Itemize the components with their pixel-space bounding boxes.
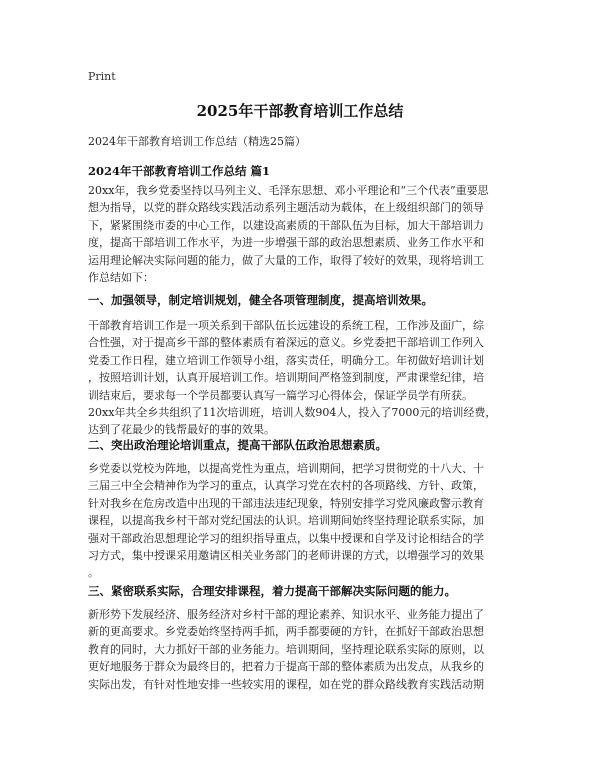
paragraph-line: 干部教育培训工作是一项关系到干部队伍长远建设的系统工程，工作涉及面广，综 bbox=[88, 319, 484, 332]
paragraph-line: 20xx年共全乡共组织了11次培训班，培训人数904人，投入了7000元的培训经费， bbox=[88, 405, 497, 419]
paragraph-line: 新的更高要求。乡党委始终坚持两手抓，两手都要硬的方针，在抓好干部政治思想 bbox=[88, 625, 484, 639]
paragraph-line: 习方式，集中授课采用邀请区相关业务部门的老师讲课的方式，以增强学习的效果 bbox=[88, 548, 484, 562]
paragraph-line: 想为指导，以党的群众路线实践活动系列主题活动为载体，在上级组织部门的领导 bbox=[88, 201, 484, 215]
paragraph-line: 运用理论解决实际问题的能力，做了大量的工作，取得了较好的效果，现将培训工 bbox=[88, 253, 484, 267]
intro-paragraph bbox=[88, 182, 518, 286]
paragraph-line: ，按照培训计划，认真开展培训工作。培训期间严格签到制度，严肃课堂纪律，培 bbox=[88, 371, 484, 385]
paragraph-line: 新形势下发展经济、服务经济对乡村干部的理论素养、知识水平、业务能力提出了 bbox=[88, 608, 484, 621]
paragraph-line: 实际出发，有针对性地安排一些较实用的课程，如在党的群众路线教育实践活动期 bbox=[88, 677, 484, 691]
paragraph-line: 更好地服务于群众为最终目的，把着力于提高干部的整体素质为出发点，从我乡的 bbox=[88, 660, 484, 674]
paragraph-line: 合性强，对于提高乡干部的整体素质有着深远的意义。乡党委把干部培训工作列入 bbox=[88, 336, 484, 350]
print-label[interactable]: Print bbox=[88, 70, 116, 83]
document-title: 2025年干部教育培训工作总结 bbox=[196, 102, 404, 120]
heading-3: 三、紧密联系实际，合理安排课程，着力提高干部解决实际问题的能力。 bbox=[88, 584, 456, 598]
paragraph-line: 下，紧紧围绕市委的中心工作，以建设高素质的干部队伍为目标，加大干部培训力 bbox=[88, 218, 484, 232]
paragraph-line: 课程，以提高我乡村干部对党纪国法的认识。培训期间始终坚持理论联系实际，加 bbox=[88, 514, 484, 528]
paragraph-line: 20xx年，我乡党委坚持以马列主义、毛泽东思想、邓小平理论和“三个代表”重要思 bbox=[88, 184, 489, 197]
heading-2: 二、突出政治理论培训重点，提高干部队伍政治思想素质。 bbox=[88, 438, 387, 452]
section-heading: 2024年干部教育培训工作总结 篇1 bbox=[88, 164, 271, 178]
paragraph-line: 强对干部政治思想理论学习的组织指导重点，以集中授课和自学及讨论相结合的学 bbox=[88, 531, 484, 545]
paragraph-line: 。 bbox=[88, 566, 99, 580]
paragraph-line: 作总结如下： bbox=[88, 270, 154, 284]
paragraph-line: 达到了花最少的钱帮最好的事的效果。 bbox=[88, 423, 275, 437]
heading-1: 一、加强领导，制定培训规划，健全各项管理制度，提高培训效果。 bbox=[88, 293, 433, 307]
paragraph-line: 三届三中全会精神作为学习的重点，认真学习党在农村的各项路线、方针、政策， bbox=[88, 479, 484, 493]
paragraph-line: 党委工作日程，建立培训工作领导小组，落实责任，明确分工。年初做好培训计划 bbox=[88, 353, 484, 367]
paragraph-line: 度，提高干部培训工作水平，为进一步增强干部的政治思想素质、业务工作水平和 bbox=[88, 236, 484, 250]
paragraph-line: 训结束后，要求每一个学员都要认真写一篇学习心得体会，保证学员学有所获。 bbox=[88, 388, 473, 402]
paragraph-3 bbox=[88, 606, 518, 693]
paragraph-line: 教育的同时，大力抓好干部的业务能力。培训期间，坚持理论联系实际的原则，以 bbox=[88, 642, 484, 656]
paragraph-line: 针对我乡在危房改造中出现的干部违法违纪现象，特别安排学习党风廉政警示教育 bbox=[88, 496, 484, 510]
paragraph-line: 乡党委以党校为阵地，以提高党性为重点，培训期间，把学习贯彻党的十八大、十 bbox=[88, 462, 484, 475]
document-subtitle: 2024年干部教育培训工作总结（精选25篇） bbox=[88, 135, 306, 148]
paragraph-2 bbox=[88, 460, 518, 582]
paragraph-1 bbox=[88, 317, 518, 439]
